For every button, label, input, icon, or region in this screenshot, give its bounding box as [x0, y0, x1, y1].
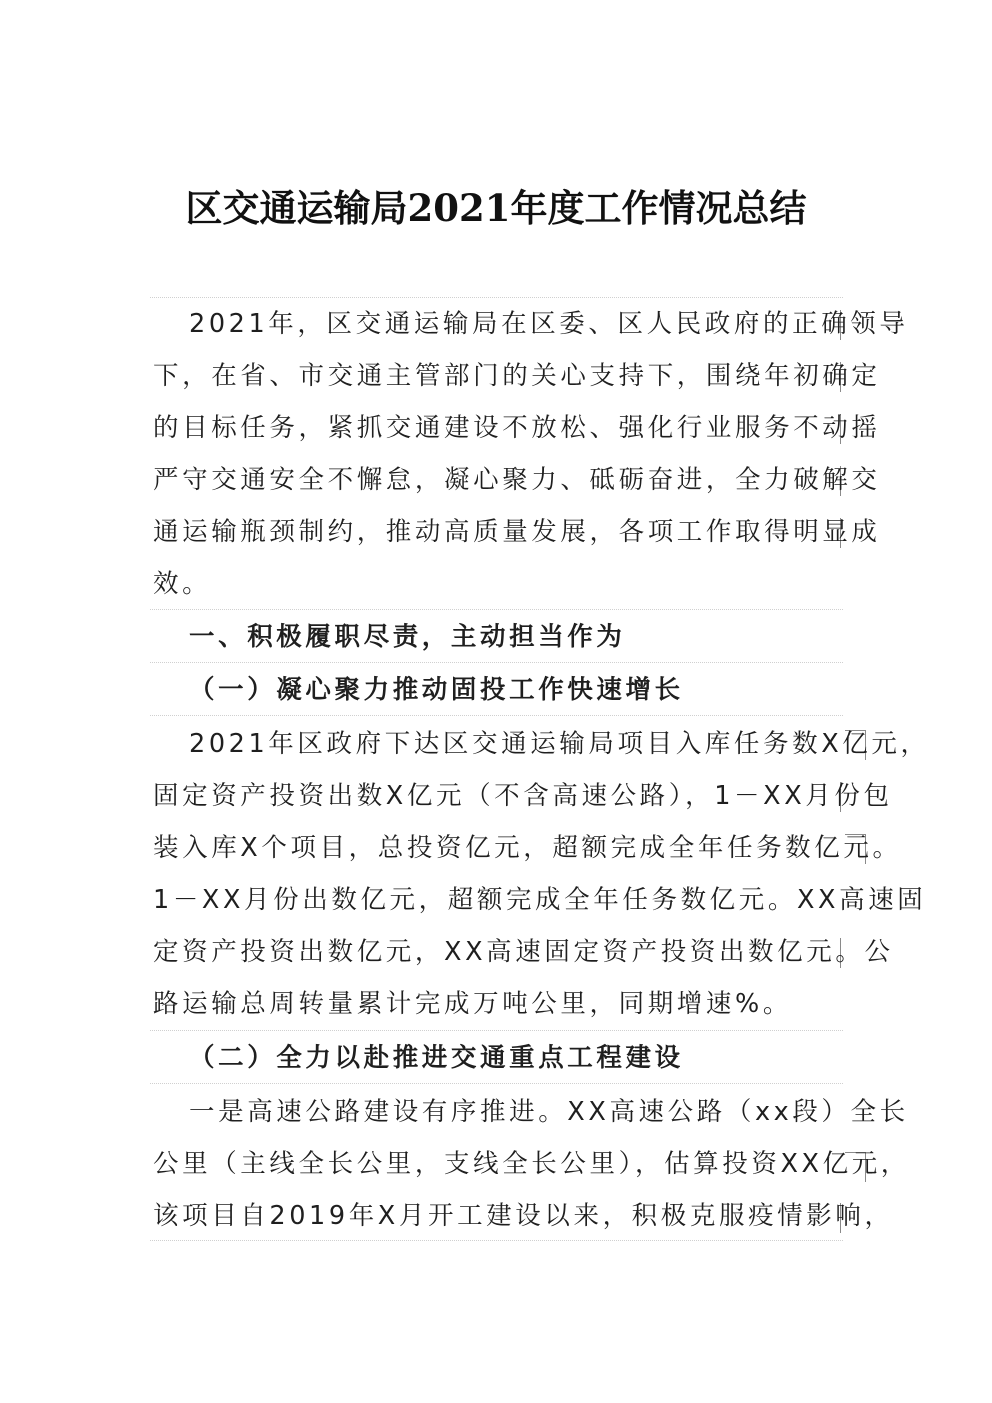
paragraph-line: 2021年，区交通运输局在区委、区人民政府的正确领导 — [189, 309, 909, 339]
layout-guide — [150, 715, 843, 716]
layout-guide — [150, 609, 843, 610]
paragraph-line: 下，在省、市交通主管部门的关心支持下，围绕年初确定 — [153, 361, 881, 391]
paragraph-line: 的目标任务，紧抓交通建设不放松、强化行业服务不动摇 — [153, 413, 881, 443]
layout-guide — [150, 1030, 843, 1031]
paragraph-line: 装入库X个项目，总投资亿元，超额完成全年任务数亿元。 — [153, 833, 902, 863]
layout-guide — [150, 297, 843, 298]
paragraph-line: 公里（主线全长公里，支线全长公里），估算投资XX亿元， — [153, 1149, 910, 1179]
paragraph-line: 严守交通安全不懈怠，凝心聚力、砥砺奋进，全力破解交 — [153, 465, 881, 495]
paragraph-line: 2021年区政府下达区交通运输局项目入库任务数X亿元， — [189, 729, 930, 759]
paragraph-line: 定资产投资出数亿元，XX高速固定资产投资出数亿元。公 — [153, 937, 894, 967]
subsection-heading: （一）凝心聚力推动固投工作快速增长 — [189, 675, 684, 705]
layout-guide — [150, 1240, 843, 1241]
layout-guide — [150, 1083, 843, 1084]
paragraph-line: 通运输瓶颈制约，推动高质量发展，各项工作取得明显成 — [153, 517, 881, 547]
paragraph-line: 路运输总周转量累计完成万吨公里，同期增速%。 — [153, 989, 792, 1019]
document-title: 区交通运输局2021年度工作情况总结 — [185, 185, 807, 230]
paragraph-line: 效。 — [153, 569, 212, 599]
section-heading: 一、积极履职尽责，主动担当作为 — [189, 622, 626, 652]
subsection-heading: （二）全力以赴推进交通重点工程建设 — [189, 1043, 684, 1073]
paragraph-line: 一是高速公路建设有序推进。XX高速公路（xx段）全长 — [189, 1097, 909, 1127]
paragraph-line: 固定资产投资出数X亿元（不含高速公路），1－XX月份包 — [153, 781, 893, 811]
paragraph-line: 该项目自2019年X月开工建设以来，积极克服疫情影响， — [153, 1201, 894, 1231]
layout-guide — [150, 662, 843, 663]
paragraph-line: 1－XX月份出数亿元，超额完成全年任务数亿元。XX高速固 — [153, 885, 927, 915]
